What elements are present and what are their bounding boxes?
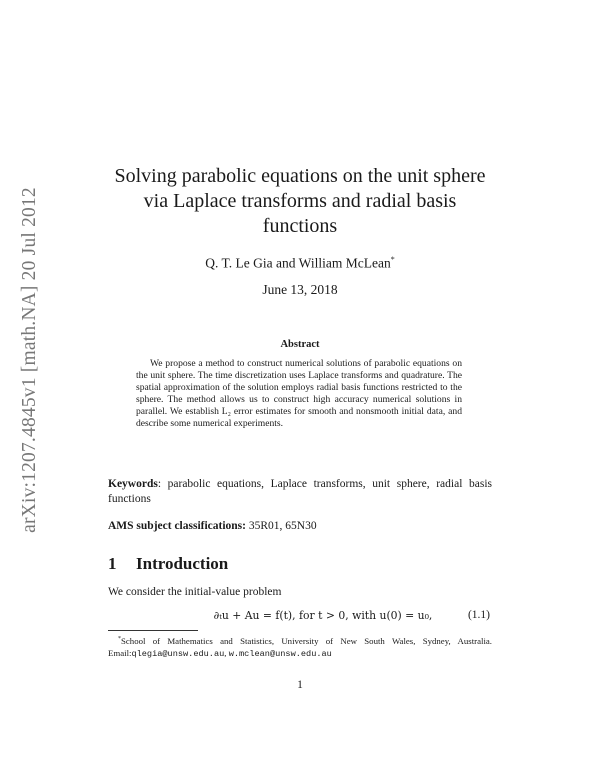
equation-1-1 (108, 609, 492, 625)
ams-label: AMS subject classifications: (108, 520, 246, 532)
footnote (108, 633, 492, 660)
footnote-email-1: qlegia@unsw.edu.au (131, 648, 225, 659)
paper-title (100, 164, 500, 239)
page-number: 1 (297, 679, 303, 691)
keywords (108, 477, 492, 506)
title-line-3: functions (262, 215, 338, 237)
equation-expression: ∂ₜu + Au = f(t), for t > 0, with u(0) = u₀, (213, 609, 433, 622)
keywords-label: Keywords (108, 478, 158, 490)
author-names: Q. T. Le Gia and William McLean (205, 255, 391, 271)
ams-classifications (108, 520, 492, 532)
equation-number: (1.1) (467, 609, 490, 621)
arxiv-identifier-text: arXiv:1207.4845v1 [math.NA] 20 Jul 2012 (19, 187, 40, 533)
intro-paragraph: We consider the initial-value problem (108, 586, 282, 598)
author-footnote-mark: * (390, 255, 395, 264)
authors (100, 255, 500, 272)
abstract-heading: Abstract (280, 339, 320, 350)
footnote-email-2: w.mclean@unsw.edu.au (228, 648, 332, 659)
footnote-separator: , (224, 647, 229, 658)
title-line-2: via Laplace transforms and radial basis (143, 190, 457, 212)
section-heading (108, 554, 228, 574)
footnote-mark: * (118, 636, 121, 642)
footnote-rule (108, 630, 198, 631)
ams-text: 35R01, 65N30 (246, 520, 317, 532)
keywords-text: : parabolic equations, Laplace transforms, unit sphere, radial basis functions (108, 478, 492, 505)
footnote-text: School of Mathematics and Statistics, University of New South Wales, Sydney, Australia. Email: (108, 635, 492, 658)
arxiv-identifier (14, 182, 46, 538)
date: June 13, 2018 (262, 282, 338, 297)
section-title: Introduction (136, 554, 229, 573)
section-number: 1 (108, 554, 117, 573)
title-line-1: Solving parabolic equations on the unit sphere (114, 165, 486, 187)
abstract-text: We propose a method to construct numerical solutions of parabolic equations on the unit sphere. The time discretization uses Laplace transforms and quadrature. The spatial approximation of the solution employs radial basis functions restricted to the sphere. The method allows us to construct high accuracy numerical solutions in parallel. We establish L₂ error estimates for smooth and nonsmooth initial data, and describe some numerical experiments. (136, 358, 462, 429)
